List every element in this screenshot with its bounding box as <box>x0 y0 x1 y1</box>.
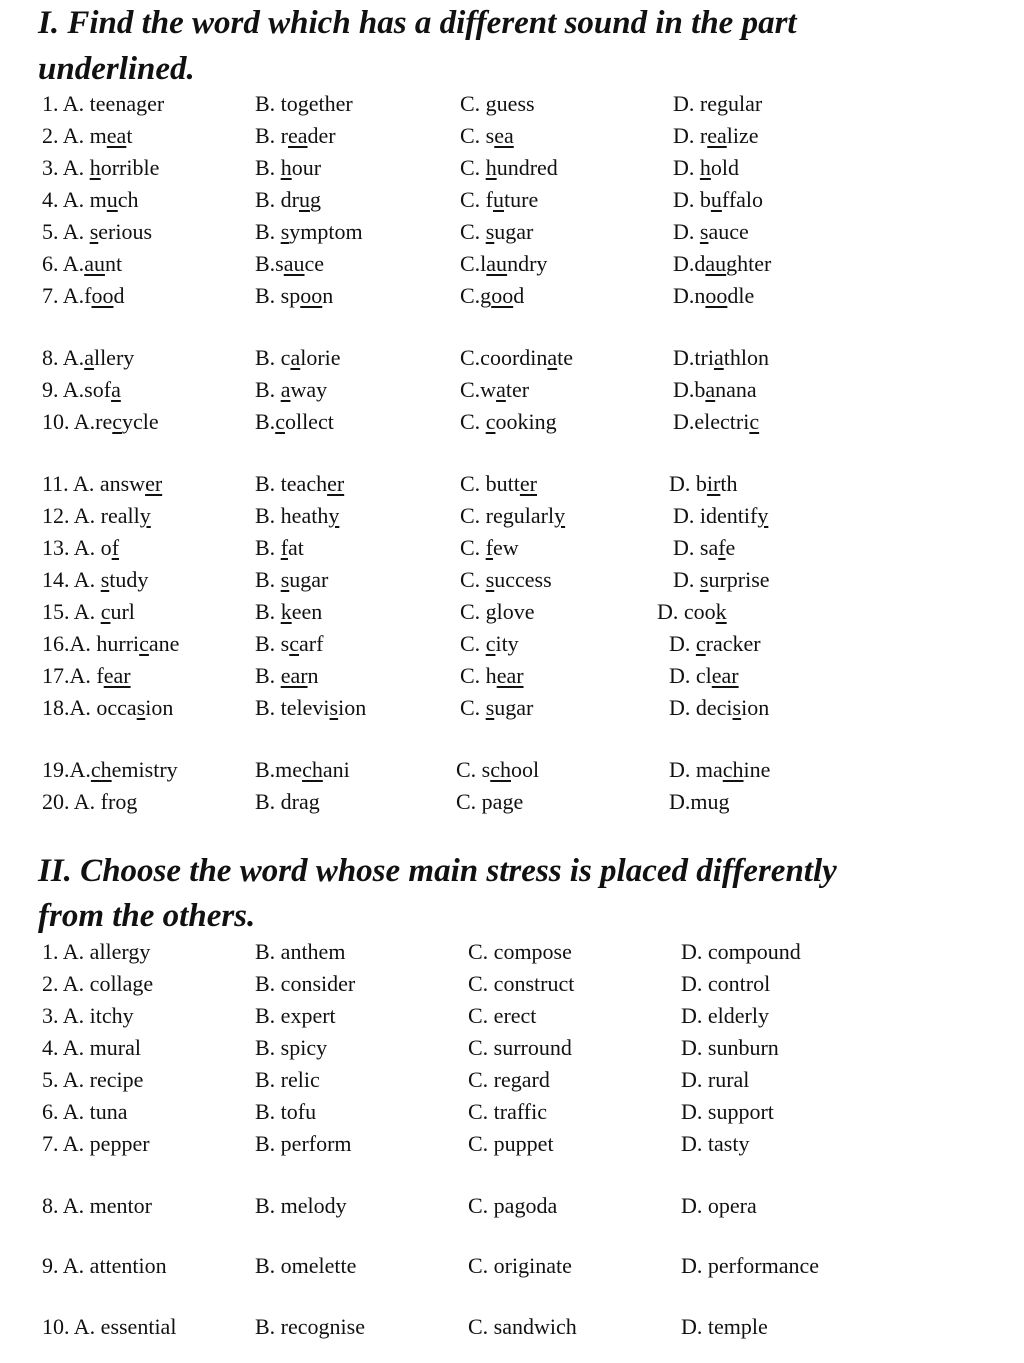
section1-q20-option-c: C. page <box>456 789 524 814</box>
section1-q1-option-c: C. guess <box>460 91 535 116</box>
section1-q5-option-b: B. symptom <box>255 219 363 244</box>
section2-q10-option-c: C. sandwich <box>468 1314 577 1339</box>
section1-question-18 <box>0 692 1024 724</box>
section1-question-19 <box>0 754 1024 786</box>
section1-q6-option-c: C.laundry <box>460 251 548 276</box>
section1-q8-option-d: D.triathlon <box>673 345 769 370</box>
section1-q4-option-c: C. future <box>460 187 539 212</box>
section1-q5-option-a: 5. A. serious <box>42 219 153 244</box>
section1-q13-option-d: D. safe <box>673 535 736 560</box>
section1-q13-option-b: B. fat <box>255 535 304 560</box>
section1-question-7 <box>0 280 1024 312</box>
section2-q10-option-a: 10. A. essential <box>42 1314 177 1339</box>
section1-q19-option-b: B.mechani <box>255 757 350 782</box>
section1-question-4 <box>0 184 1024 216</box>
section1-q17-option-a: 17.A. fear <box>42 663 131 688</box>
section1-q13-option-c: C. few <box>460 535 519 560</box>
section2-question-7 <box>0 1128 1024 1160</box>
section1-q12-option-b: B. heathy <box>255 503 340 528</box>
section1-q7-option-d: D.noodle <box>673 283 755 308</box>
section1-q10-option-c: C. cooking <box>460 409 557 434</box>
section2-q2-option-d: D. control <box>681 971 771 996</box>
section1-q9-option-b: B. away <box>255 377 328 402</box>
section2-q3-option-a: 3. A. itchy <box>42 1003 134 1028</box>
section1-q18-option-a: 18.A. occasion <box>42 695 174 720</box>
section1-q10-option-d: D.electric <box>673 409 760 434</box>
section1-question-16 <box>0 628 1024 660</box>
section1-q14-option-b: B. sugar <box>255 567 329 592</box>
section2-q1-option-c: C. compose <box>468 939 572 964</box>
section1-question-12 <box>0 500 1024 532</box>
section1-question-17 <box>0 660 1024 692</box>
section1-q11-option-b: B. teacher <box>255 471 345 496</box>
section1-question-1 <box>0 88 1024 120</box>
section1-q5-option-d: D. sauce <box>673 219 749 244</box>
section2-question-3 <box>0 1000 1024 1032</box>
section2-q5-option-b: B. relic <box>255 1067 320 1092</box>
section2-question-2 <box>0 968 1024 1000</box>
section1-q2-option-b: B. reader <box>255 123 336 148</box>
section2-q3-option-b: B. expert <box>255 1003 336 1028</box>
section1-question-5 <box>0 216 1024 248</box>
section1-question-13 <box>0 532 1024 564</box>
section2-q8-option-a: 8. A. mentor <box>42 1193 152 1218</box>
section1-q6-option-b: B.sauce <box>255 251 325 276</box>
section2-q5-option-d: D. rural <box>681 1067 750 1092</box>
section1-q1-option-b: B. together <box>255 91 353 116</box>
section1-q19-option-d: D. machine <box>669 757 771 782</box>
section1-q15-option-a: 15. A. curl <box>42 599 135 624</box>
section2-question-10 <box>0 1311 1024 1343</box>
section2-q7-option-d: D. tasty <box>681 1131 750 1156</box>
section1-q14-option-c: C. success <box>460 567 552 592</box>
section2-q7-option-a: 7. A. pepper <box>42 1131 150 1156</box>
section1-heading-line1: I. Find the word which has a different sound in the part <box>38 5 797 41</box>
section1-heading-line2: underlined. <box>38 51 195 87</box>
section1-q8-option-b: B. calorie <box>255 345 341 370</box>
section1-q2-option-d: D. realize <box>673 123 759 148</box>
section1-question-2 <box>0 120 1024 152</box>
section1-q17-option-b: B. earn <box>255 663 319 688</box>
section1-q18-option-d: D. decision <box>669 695 770 720</box>
section1-q2-option-a: 2. A. meat <box>42 123 133 148</box>
section2-question-5 <box>0 1064 1024 1096</box>
section2-q9-option-d: D. performance <box>681 1253 820 1278</box>
section2-q6-option-c: C. traffic <box>468 1099 548 1124</box>
section1-q8-option-c: C.coordinate <box>460 345 574 370</box>
section1-q16-option-c: C. city <box>460 631 519 656</box>
section2-heading-line1: II. Choose the word whose main stress is placed differently <box>38 853 837 889</box>
section2-q2-option-c: C. construct <box>468 971 575 996</box>
section1-q7-option-b: B. spoon <box>255 283 334 308</box>
section1-q1-option-a: 1. A. teenager <box>42 91 165 116</box>
section2-q1-option-a: 1. A. allergy <box>42 939 151 964</box>
section1-q5-option-c: C. sugar <box>460 219 534 244</box>
section1-q3-option-a: 3. A. horrible <box>42 155 160 180</box>
section1-q11-option-d: D. birth <box>669 471 738 496</box>
section1-question-15 <box>0 596 1024 628</box>
section1-q9-option-a: 9. A.sofa <box>42 377 121 402</box>
section1-q18-option-b: B. television <box>255 695 367 720</box>
section2-q6-option-b: B. tofu <box>255 1099 317 1124</box>
section2-q4-option-a: 4. A. mural <box>42 1035 141 1060</box>
section1-q15-option-c: C. glove <box>460 599 535 624</box>
section1-q18-option-c: C. sugar <box>460 695 534 720</box>
section1-question-6 <box>0 248 1024 280</box>
section1-q4-option-b: B. drug <box>255 187 321 212</box>
section2-q9-option-a: 9. A. attention <box>42 1253 167 1278</box>
section2-q8-option-d: D. opera <box>681 1193 757 1218</box>
section2-q6-option-a: 6. A. tuna <box>42 1099 128 1124</box>
section1-q9-option-c: C.water <box>460 377 530 402</box>
section1-q19-option-c: C. school <box>456 757 540 782</box>
section1-q20-option-b: B. drag <box>255 789 320 814</box>
section2-q3-option-c: C. erect <box>468 1003 537 1028</box>
section1-q3-option-c: C. hundred <box>460 155 558 180</box>
section2-q10-option-d: D. temple <box>681 1314 768 1339</box>
section1-q7-option-c: C.good <box>460 283 525 308</box>
section2-question-8 <box>0 1190 1024 1222</box>
section1-q15-option-b: B. keen <box>255 599 323 624</box>
section1-q14-option-a: 14. A. study <box>42 567 149 592</box>
section1-q3-option-b: B. hour <box>255 155 322 180</box>
section2-q5-option-a: 5. A. recipe <box>42 1067 144 1092</box>
section2-question-6 <box>0 1096 1024 1128</box>
section2-q9-option-b: B. omelette <box>255 1253 357 1278</box>
section2-q2-option-b: B. consider <box>255 971 356 996</box>
section1-q13-option-a: 13. A. of <box>42 535 120 560</box>
section1-q16-option-b: B. scarf <box>255 631 324 656</box>
section2-q1-option-d: D. compound <box>681 939 801 964</box>
section1-q6-option-d: D.daughter <box>673 251 772 276</box>
section1-question-11 <box>0 468 1024 500</box>
section2-q1-option-b: B. anthem <box>255 939 346 964</box>
section2-q4-option-b: B. spicy <box>255 1035 328 1060</box>
section1-q20-option-a: 20. A. frog <box>42 789 138 814</box>
section2-q7-option-c: C. puppet <box>468 1131 554 1156</box>
section1-q11-option-c: C. butter <box>460 471 537 496</box>
section2-question-9 <box>0 1250 1024 1282</box>
section1-q10-option-a: 10. A.recycle <box>42 409 159 434</box>
section1-q11-option-a: 11. A. answer <box>42 471 163 496</box>
section1-q15-option-d: D. cook <box>657 599 727 624</box>
section1-q12-option-a: 12. A. really <box>42 503 151 528</box>
section1-q14-option-d: D. surprise <box>673 567 770 592</box>
section2-q8-option-b: B. melody <box>255 1193 347 1218</box>
section2-q5-option-c: C. regard <box>468 1067 550 1092</box>
section1-q7-option-a: 7. A.food <box>42 283 125 308</box>
section2-question-1 <box>0 936 1024 968</box>
section1-q4-option-d: D. buffalo <box>673 187 764 212</box>
section2-q7-option-b: B. perform <box>255 1131 352 1156</box>
section1-q4-option-a: 4. A. much <box>42 187 139 212</box>
section1-q16-option-d: D. cracker <box>669 631 761 656</box>
section1-question-9 <box>0 374 1024 406</box>
section1-question-20 <box>0 786 1024 818</box>
section1-q6-option-a: 6. A.aunt <box>42 251 123 276</box>
section1-q10-option-b: B.collect <box>255 409 334 434</box>
section1-q12-option-c: C. regularly <box>460 503 566 528</box>
section1-q17-option-c: C. hear <box>460 663 524 688</box>
section1-question-8 <box>0 342 1024 374</box>
section1-question-3 <box>0 152 1024 184</box>
section1-question-10 <box>0 406 1024 438</box>
section2-heading-line2: from the others. <box>38 898 256 934</box>
section1-q12-option-d: D. identify <box>673 503 769 528</box>
section1-q3-option-d: D. hold <box>673 155 740 180</box>
section2-q9-option-c: C. originate <box>468 1253 572 1278</box>
section1-q9-option-d: D.banana <box>673 377 757 402</box>
section2-q8-option-c: C. pagoda <box>468 1193 558 1218</box>
section2-q3-option-d: D. elderly <box>681 1003 769 1028</box>
section1-q17-option-d: D. clear <box>669 663 739 688</box>
section1-q2-option-c: C. sea <box>460 123 514 148</box>
section2-q2-option-a: 2. A. collage <box>42 971 154 996</box>
section1-q8-option-a: 8. A.allery <box>42 345 135 370</box>
section2-question-4 <box>0 1032 1024 1064</box>
section1-q19-option-a: 19.A.chemistry <box>42 757 178 782</box>
section1-question-14 <box>0 564 1024 596</box>
section1-q1-option-d: D. regular <box>673 91 763 116</box>
section2-q4-option-d: D. sunburn <box>681 1035 779 1060</box>
section2-q10-option-b: B. recognise <box>255 1314 365 1339</box>
section2-q6-option-d: D. support <box>681 1099 774 1124</box>
section1-q16-option-a: 16.A. hurricane <box>42 631 180 656</box>
section2-q4-option-c: C. surround <box>468 1035 572 1060</box>
section1-q20-option-d: D.mug <box>669 789 730 814</box>
